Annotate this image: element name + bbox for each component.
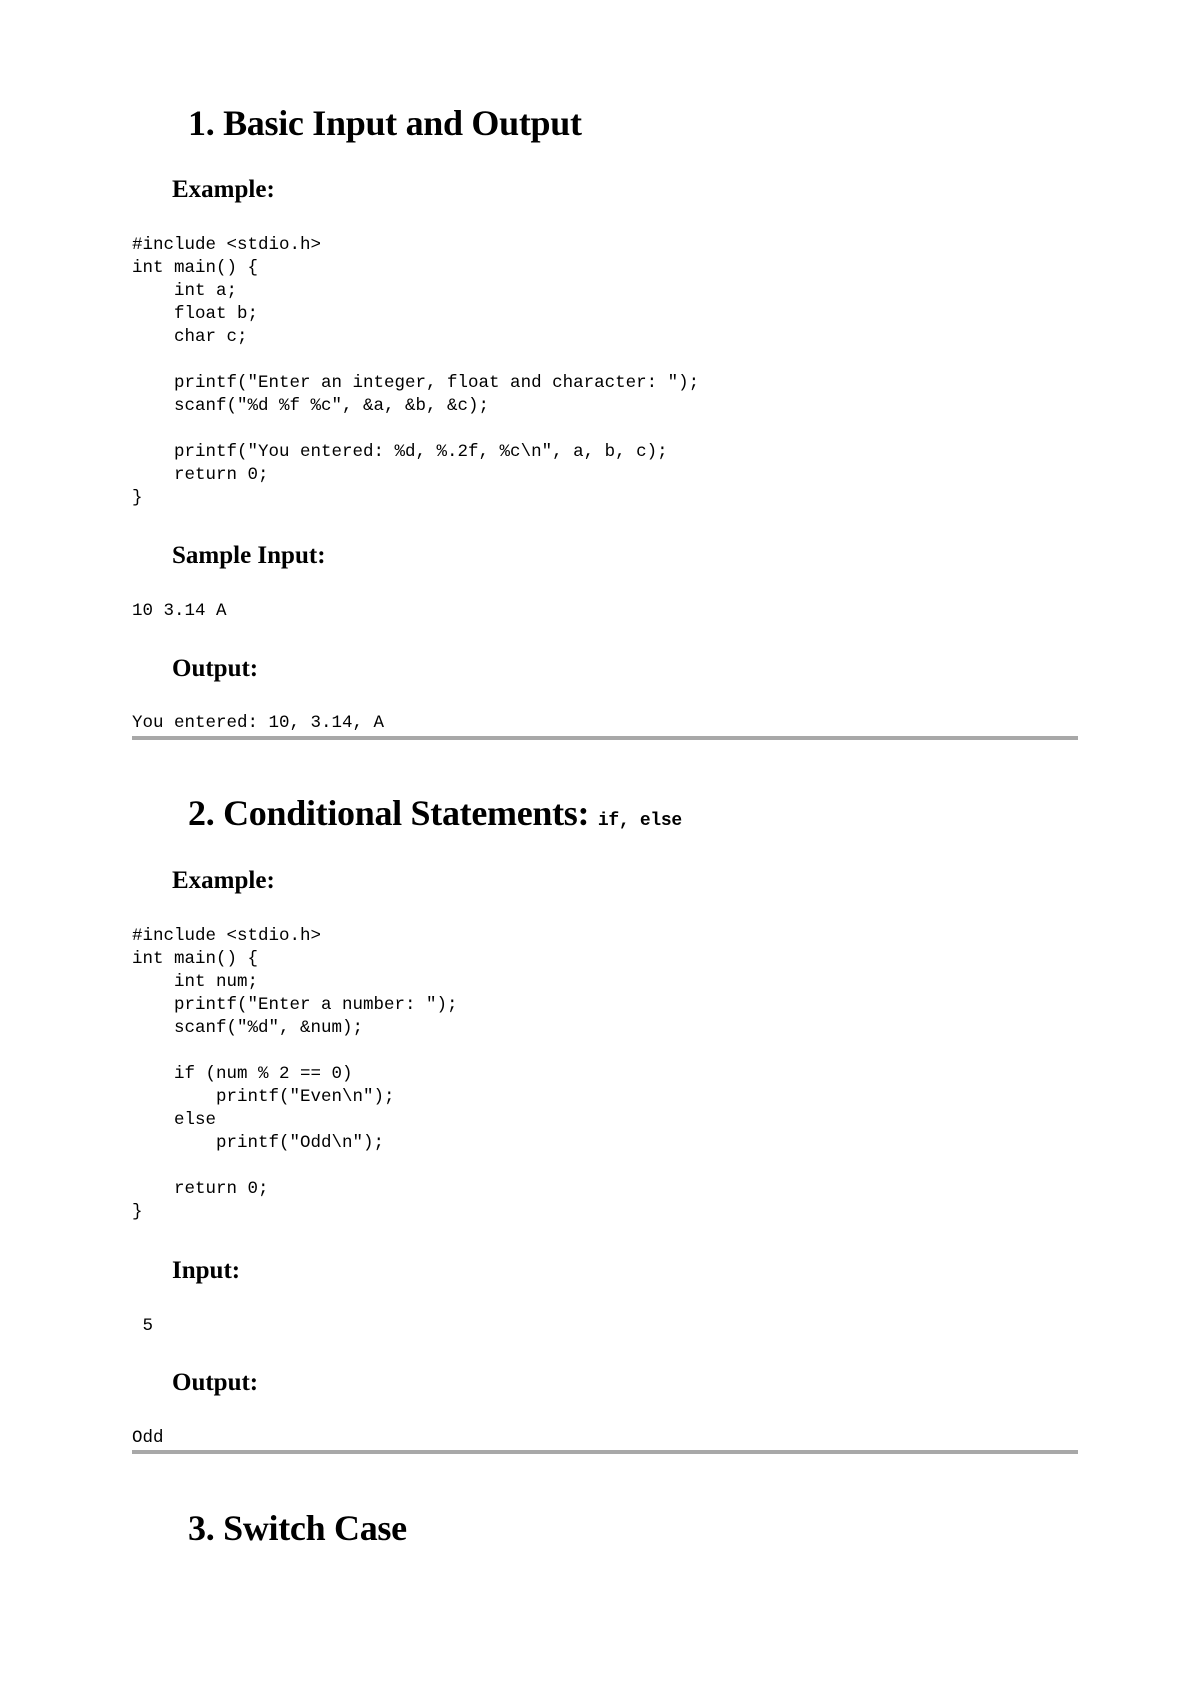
section-3-title bbox=[188, 1506, 407, 1550]
section-2-title-text: 2. Conditional Statements: bbox=[188, 793, 598, 833]
section-2-output: Odd bbox=[132, 1428, 164, 1448]
section-1-title bbox=[188, 101, 582, 145]
section-1-output: You entered: 10, 3.14, A bbox=[132, 713, 385, 733]
section-2-example-label: Example: bbox=[172, 867, 275, 894]
section-2-input-label: Input: bbox=[172, 1257, 241, 1284]
section-2-title bbox=[188, 791, 682, 843]
section-1-title-text: 1. Basic Input and Output bbox=[188, 103, 582, 143]
section-1-divider bbox=[132, 736, 1078, 740]
section-2-sample-input: 5 bbox=[132, 1316, 154, 1336]
section-3-title-text: 3. Switch Case bbox=[188, 1508, 407, 1548]
section-2-output-label: Output: bbox=[172, 1369, 259, 1396]
section-2-divider bbox=[132, 1450, 1078, 1454]
section-1-example-label: Example: bbox=[172, 176, 275, 203]
section-1-input-label: Sample Input: bbox=[172, 542, 326, 569]
section-2-title-code: if, else bbox=[597, 811, 682, 831]
section-1-output-label: Output: bbox=[172, 655, 259, 682]
section-1-sample-input: 10 3.14 A bbox=[132, 601, 227, 621]
section-2-code-block: #include <stdio.h> int main() { int num; printf("Enter a number: "); scanf("%d", &num); if (num % 2 == 0) printf("Even\n"); else printf("Odd\n"); return 0; } bbox=[132, 926, 458, 1222]
section-1-code-block: #include <stdio.h> int main() { int a; float b; char c; printf("Enter an integer, float and character: "); scanf("%d %f %c", &a, &b, &c); printf("You entered: %d, %.2f, %c\n", a, b, c); return 0; } bbox=[132, 235, 700, 508]
